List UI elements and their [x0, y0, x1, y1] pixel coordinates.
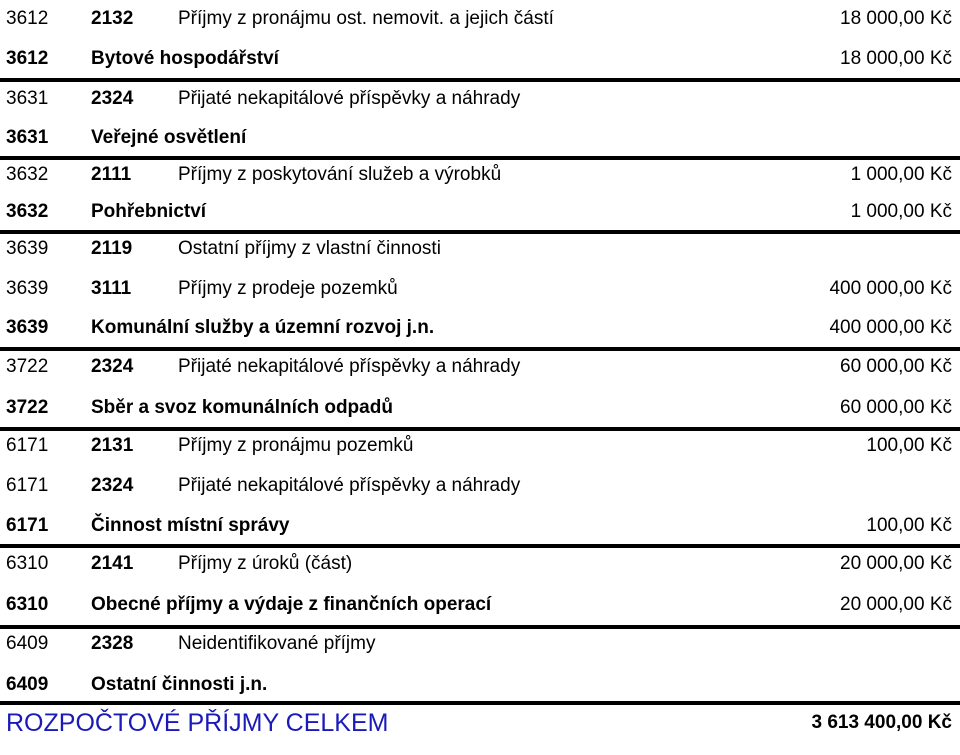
summary-row	[0, 313, 960, 343]
paragraph-code: 3612	[6, 8, 49, 29]
paragraph-name: Ostatní činnosti j.n.	[91, 674, 268, 695]
paragraph-name: Činnost místní správy	[91, 515, 290, 536]
amount: 400 000,00 Kč	[829, 317, 952, 338]
paragraph-code: 3631	[6, 88, 49, 109]
item-description: Neidentifikované příjmy	[178, 633, 376, 654]
table-row	[0, 431, 960, 461]
paragraph-code: 3722	[6, 397, 49, 418]
item-description: Příjmy z pronájmu ost. nemovit. a jejich částí	[178, 8, 554, 29]
divider	[0, 347, 960, 351]
amount: 60 000,00 Kč	[840, 397, 952, 418]
amount: 1 000,00 Kč	[850, 201, 952, 222]
item-description: Přijaté nekapitálové příspěvky a náhrady	[178, 88, 521, 109]
table-row	[0, 629, 960, 659]
paragraph-code: 3632	[6, 164, 49, 185]
amount: 20 000,00 Kč	[840, 553, 952, 574]
grand-total-label: ROZPOČTOVÉ PŘÍJMY CELKEM	[6, 709, 389, 737]
item-description: Příjmy z prodeje pozemků	[178, 278, 398, 299]
amount: 100,00 Kč	[866, 435, 952, 456]
item-code: 2132	[91, 8, 134, 29]
summary-row	[0, 590, 960, 620]
paragraph-code: 6171	[6, 435, 49, 456]
item-code: 2324	[91, 356, 134, 377]
summary-row	[0, 511, 960, 541]
item-description: Přijaté nekapitálové příspěvky a náhrady	[178, 475, 521, 496]
item-code: 2111	[91, 164, 132, 185]
paragraph-code: 6310	[6, 553, 49, 574]
table-row	[0, 549, 960, 579]
paragraph-code: 6310	[6, 594, 49, 615]
item-code: 2324	[91, 88, 134, 109]
paragraph-code: 3631	[6, 127, 49, 148]
table-row	[0, 4, 960, 34]
paragraph-code: 3612	[6, 48, 49, 69]
item-code: 3111	[91, 278, 132, 299]
amount: 20 000,00 Kč	[840, 594, 952, 615]
paragraph-code: 3632	[6, 201, 49, 222]
table-row	[0, 471, 960, 501]
paragraph-name: Veřejné osvětlení	[91, 127, 247, 148]
item-code: 2324	[91, 475, 134, 496]
paragraph-name: Sběr a svoz komunálních odpadů	[91, 397, 393, 418]
divider	[0, 544, 960, 548]
summary-row	[0, 393, 960, 423]
paragraph-code: 3722	[6, 356, 49, 377]
summary-row	[0, 670, 960, 700]
item-code: 2141	[91, 553, 134, 574]
summary-row	[0, 197, 960, 227]
item-description: Příjmy z poskytování služeb a výrobků	[178, 164, 502, 185]
item-code: 2119	[91, 238, 133, 259]
summary-row	[0, 123, 960, 153]
paragraph-code: 3639	[6, 238, 49, 259]
paragraph-name: Bytové hospodářství	[91, 48, 279, 69]
item-description: Ostatní příjmy z vlastní činnosti	[178, 238, 441, 259]
table-row	[0, 274, 960, 304]
grand-total-amount: 3 613 400,00 Kč	[811, 712, 952, 733]
table-row	[0, 352, 960, 382]
amount: 18 000,00 Kč	[840, 8, 952, 29]
divider	[0, 78, 960, 82]
paragraph-code: 6409	[6, 633, 49, 654]
item-code: 2328	[91, 633, 134, 654]
table-row	[0, 160, 960, 190]
item-code: 2131	[91, 435, 134, 456]
paragraph-code: 3639	[6, 317, 49, 338]
item-description: Přijaté nekapitálové příspěvky a náhrady	[178, 356, 521, 377]
paragraph-code: 6171	[6, 515, 49, 536]
table-row	[0, 84, 960, 114]
table-row	[0, 234, 960, 264]
paragraph-code: 6171	[6, 475, 49, 496]
paragraph-code: 6409	[6, 674, 49, 695]
paragraph-name: Obecné příjmy a výdaje z finančních operací	[91, 594, 492, 615]
paragraph-code: 3639	[6, 278, 49, 299]
paragraph-name: Komunální služby a územní rozvoj j.n.	[91, 317, 435, 338]
amount: 400 000,00 Kč	[829, 278, 952, 299]
paragraph-name: Pohřebnictví	[91, 201, 207, 222]
item-description: Příjmy z pronájmu pozemků	[178, 435, 414, 456]
summary-row	[0, 44, 960, 74]
amount: 100,00 Kč	[866, 515, 952, 536]
amount: 1 000,00 Kč	[850, 164, 952, 185]
item-description: Příjmy z úroků (část)	[178, 553, 353, 574]
amount: 60 000,00 Kč	[840, 356, 952, 377]
amount: 18 000,00 Kč	[840, 48, 952, 69]
